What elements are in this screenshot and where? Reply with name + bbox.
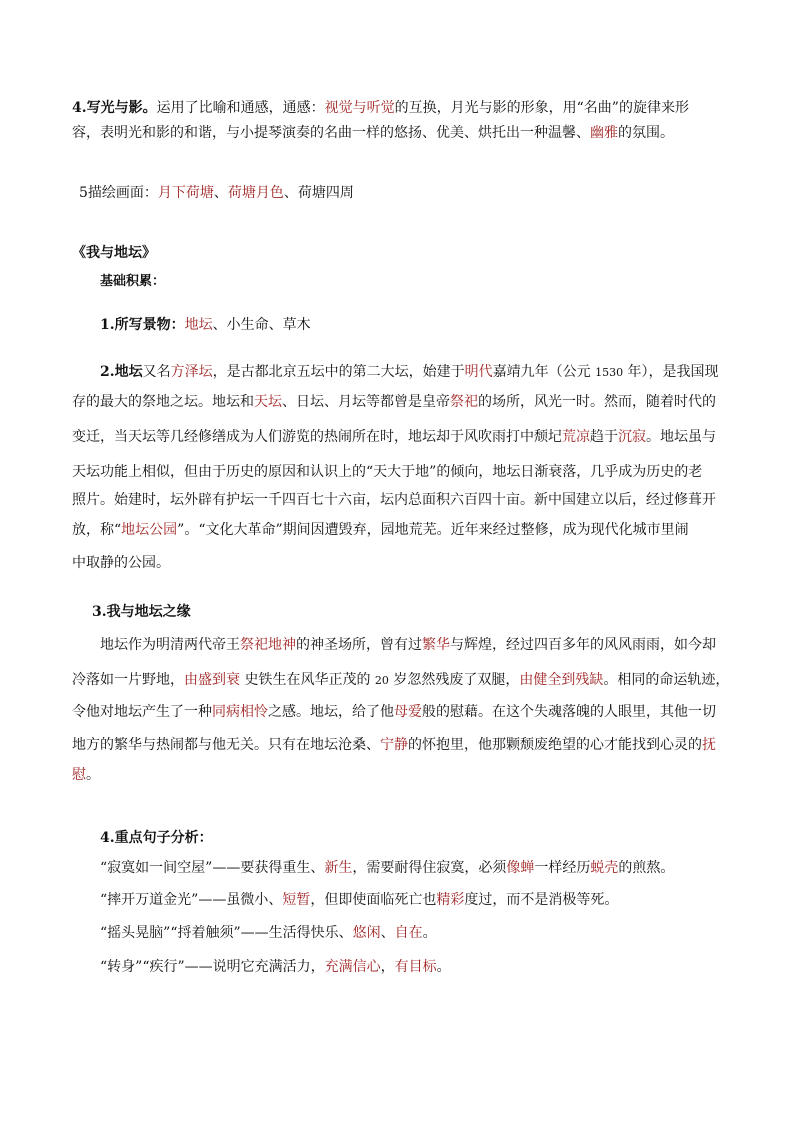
highlight-text: 祭祀: [450, 394, 478, 410]
text-run: 、小生命、草木: [212, 317, 311, 333]
text-run: 。地坛虽与: [646, 429, 716, 445]
s4-heading: 写光与影。: [86, 100, 157, 116]
highlight-text: 蜕壳: [590, 860, 619, 876]
text-run: 。: [86, 767, 100, 783]
highlight-text: 明代: [464, 364, 493, 380]
text-run: “摔开万道金光”——虽微小、: [100, 892, 283, 908]
s4-line-2-text: [72, 125, 674, 141]
p3-line-4: [72, 735, 716, 755]
p2-line-3: [72, 427, 716, 447]
p2-line-1-text: [115, 364, 719, 380]
p2-line-4: [72, 462, 702, 482]
text-run: 的互换，月光与影的形象，用“名曲”的旋律来形: [394, 100, 689, 116]
highlight-text: 月下荷塘: [157, 185, 214, 201]
text-run: 、荷塘四周: [283, 185, 354, 201]
text-run: 天坛功能上相似，但由于历史的原因和认识上的“天大于地”的倾向，地坛日渐衰落，几乎成为历史的老: [72, 464, 703, 480]
text-run: 。: [422, 925, 437, 941]
p4-line-2: [100, 890, 618, 910]
text-run: 令他对地坛产生了一种: [72, 704, 212, 720]
text-run: ，但即使面临死亡也: [310, 892, 437, 908]
text-run: 、: [213, 185, 228, 201]
text-run: 的煎熬。: [618, 860, 675, 876]
s4-line-2: [72, 123, 674, 143]
highlight-text: 地坛公园: [121, 522, 178, 538]
highlight-text: 母爱: [394, 704, 422, 720]
s5-label: 5描绘画面：: [79, 185, 158, 201]
s5-parts: [158, 185, 354, 201]
text-run: 一样经历: [534, 860, 591, 876]
p2-line-6: [72, 520, 689, 540]
s4-number: 4.: [72, 100, 87, 116]
text-run: 1530: [595, 366, 624, 379]
text-run: ，: [380, 959, 395, 975]
p4-line-1: [100, 858, 674, 878]
text-run: 存的最大的祭地之坛。地坛和: [72, 394, 254, 410]
text-run: “寂寞如一间空屋”——要获得重生、: [100, 860, 325, 876]
text-run: 嘉靖九年（公元: [492, 364, 596, 380]
s4-line-1: [72, 98, 689, 118]
highlight-text: 有目标: [394, 959, 437, 975]
text-run: 20: [374, 674, 389, 687]
text-run: 冷落如一片野地，: [72, 672, 184, 688]
text-run: 趋于: [590, 429, 618, 445]
text-run: 度过，而不是消极等死。: [464, 892, 619, 908]
p2-line-2: [72, 392, 716, 412]
p1-number: 1.: [100, 317, 115, 333]
highlight-text: 荷塘月色: [227, 185, 284, 201]
p2-number: 2.: [100, 364, 115, 380]
text-run: 的怀抱里，他那颗颓废绝望的心才能找到心灵的: [408, 737, 702, 753]
highlight-text: 像蝉: [506, 860, 535, 876]
p1-parts: [185, 317, 311, 333]
highlight-text: 地坛: [184, 317, 213, 333]
p4-heading: 4.重点句子分析：: [100, 830, 213, 846]
highlight-text: 沉寂: [618, 429, 646, 445]
highlight-text: 新生: [324, 860, 353, 876]
p2-line-5: [72, 490, 716, 510]
text-run: 变迁，当天坛等几经修缮成为人们游览的热闹所在时，地坛却于风吹雨打中颓圮: [72, 429, 562, 445]
highlight-text: 方泽坛: [170, 364, 213, 380]
s4-line-1-text: [157, 100, 689, 116]
p3-line-1: [100, 635, 716, 655]
text-run: 的场所，风光一时。然而，随着时代的: [478, 394, 716, 410]
text-run: 之感。地坛，给了他: [268, 704, 394, 720]
text-run: 与辉煌，经过四百多年的风风雨雨，如今却: [450, 637, 716, 653]
text-run: 、: [380, 925, 395, 941]
highlight-text: 祭祀地神: [240, 637, 296, 653]
text-run: 又名: [142, 364, 171, 380]
text-run: 中取静的公园。: [72, 555, 170, 571]
highlight-text: 抚: [702, 737, 716, 753]
highlight-text: 天坛: [254, 394, 282, 410]
basics-heading: 基础积累：: [100, 274, 166, 289]
highlight-text: 视觉与听觉: [324, 100, 395, 116]
p1-line: [100, 315, 311, 335]
p3-line-2: [72, 670, 729, 691]
s5-line: [79, 183, 354, 203]
p3-heading: 3.我与地坛之缘: [92, 604, 191, 620]
text-run: 。相同的命运轨迹，: [603, 672, 730, 688]
highlight-text: 精彩: [436, 892, 465, 908]
text-run: 的氛围。: [618, 125, 674, 141]
highlight-text: 充满信心: [324, 959, 381, 975]
text-run: ，是古都北京五坛中的第二大坛，始建于: [212, 364, 465, 380]
text-run: 照片。始建时，坛外辟有护坛一千四百七十六亩，坛内总面积六百四十亩。新中国建立以后，经过修葺开: [72, 492, 716, 508]
text-run: 容，表明光和影的和谐，与小提琴演奏的名曲一样的悠扬、优美、烘托出一种温馨、: [72, 125, 590, 141]
highlight-text: 繁华: [422, 637, 450, 653]
text-run: 、日坛、月坛等都曾是皇帝: [282, 394, 450, 410]
text-run: 运用了比喻和通感，通感：: [156, 100, 325, 116]
p2-line-1: [100, 362, 719, 383]
text-run: “摇头晃脑”“捋着触须”——生活得快乐、: [100, 925, 353, 941]
p2-line-7: [72, 553, 170, 573]
text-run: 地坛: [114, 364, 143, 380]
p3-line-5: [72, 765, 100, 785]
highlight-text: 宁静: [380, 737, 408, 753]
text-run: 的神圣场所，曾有过: [296, 637, 422, 653]
p1-label: 所写景物：: [114, 317, 185, 333]
highlight-text: 短暂: [282, 892, 311, 908]
highlight-text: 自在: [394, 925, 423, 941]
highlight-text: 由健全到残缺: [519, 672, 604, 688]
text-run: 史铁生在风华正茂的: [240, 672, 375, 688]
text-run: “转身”“疾行”——说明它充满活力，: [100, 959, 325, 975]
text-run: 地坛作为明清两代帝王: [100, 637, 240, 653]
p3-line-3: [72, 702, 716, 722]
highlight-text: 同病相怜: [212, 704, 268, 720]
text-run: 岁忽然残废了双腿，: [388, 672, 520, 688]
article-title: 《我与地坛》: [72, 245, 156, 261]
highlight-text: 幽雅: [590, 125, 618, 141]
text-run: 地方的繁华与热闹都与他无关。只有在地坛沧桑、: [72, 737, 380, 753]
text-run: 般的慰藉。在这个失魂落魄的人眼里，其他一切: [422, 704, 716, 720]
text-run: 放，称“: [72, 522, 122, 538]
text-run: 年），是我国现: [623, 364, 719, 380]
highlight-text: 由盛到衰: [184, 672, 240, 688]
text-run: 。: [436, 959, 451, 975]
highlight-text: 悠闲: [352, 925, 381, 941]
p4-line-4: [100, 957, 451, 977]
highlight-text: 慰: [72, 767, 86, 783]
text-run: ”。“文化大革命”期间因遭毁弃，园地荒芜。近年来经过整修，成为现代化城市里闹: [177, 522, 689, 538]
text-run: ，需要耐得住寂寞，必须: [352, 860, 507, 876]
p4-line-3: [100, 923, 437, 943]
highlight-text: 荒凉: [562, 429, 590, 445]
